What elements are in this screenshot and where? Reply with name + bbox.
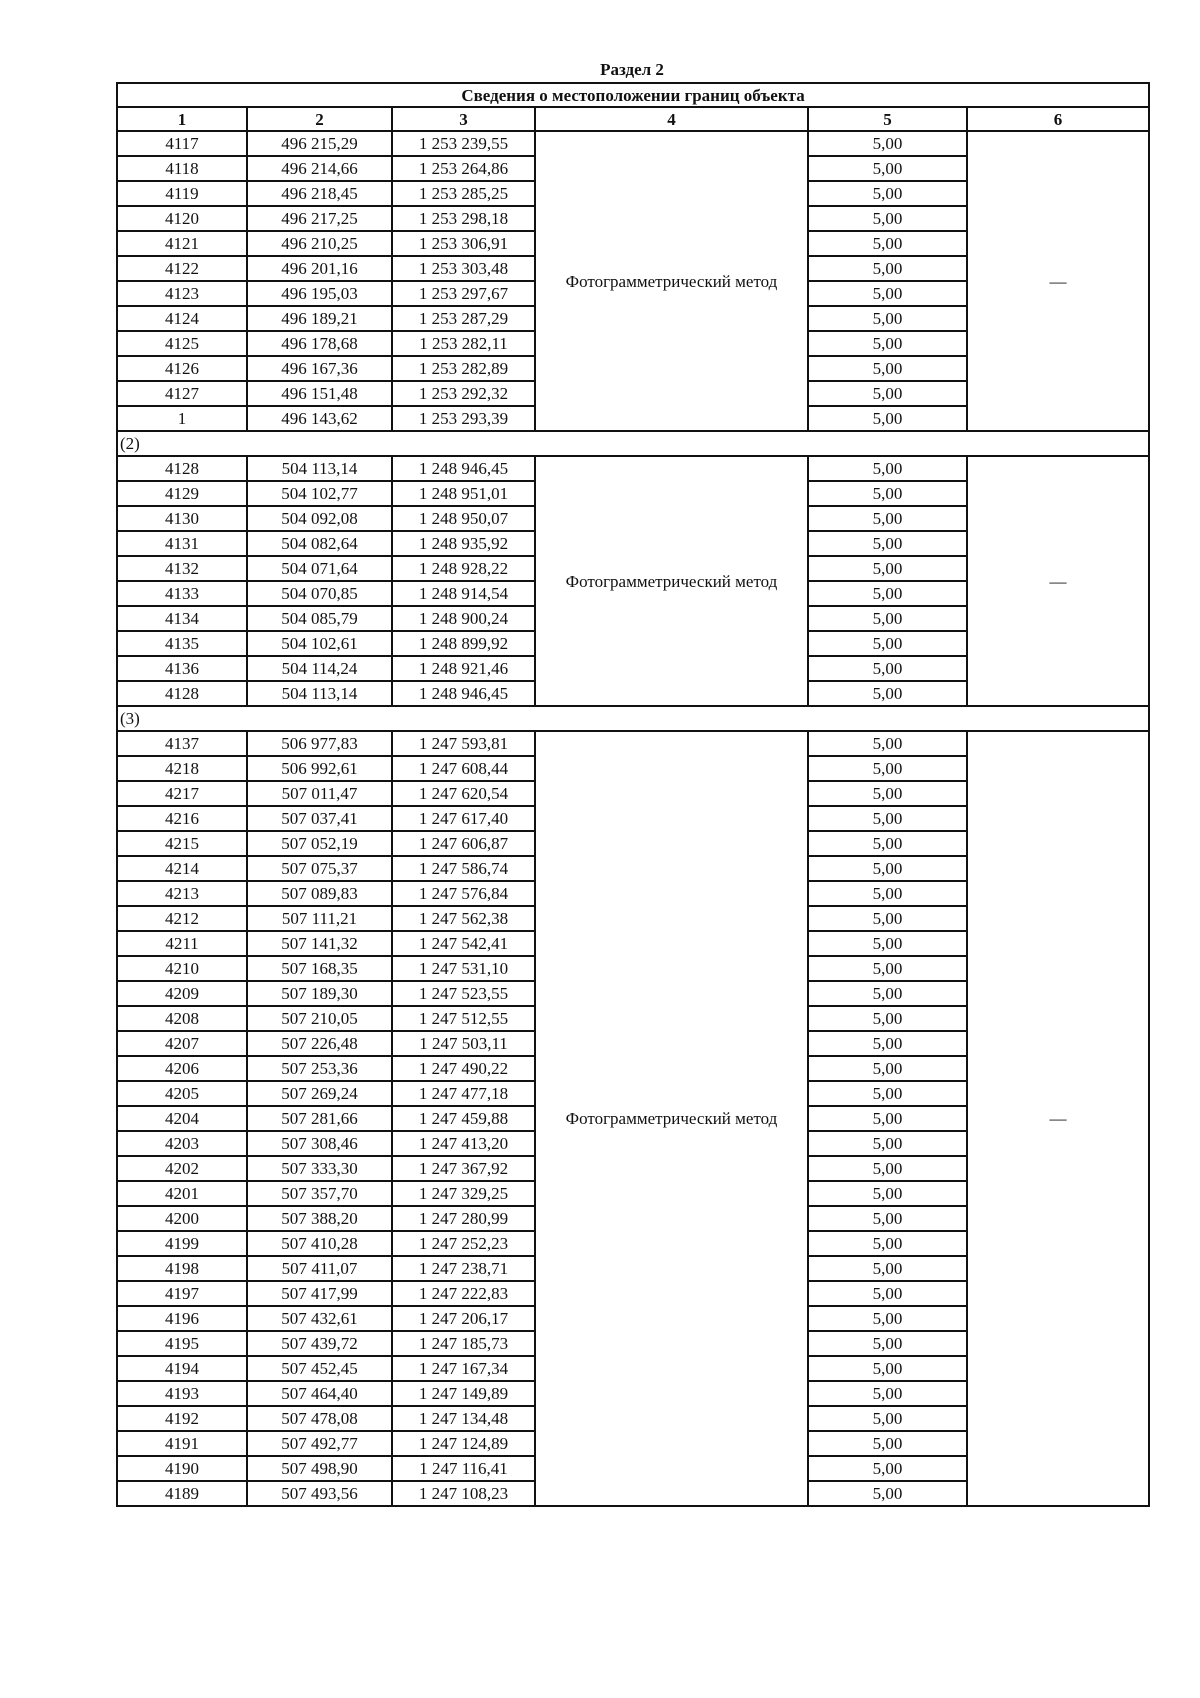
accuracy-cell: 5,00 (808, 956, 967, 981)
accuracy-cell: 5,00 (808, 481, 967, 506)
accuracy-cell: 5,00 (808, 1181, 967, 1206)
accuracy-cell: 5,00 (808, 1481, 967, 1506)
y-coordinate-cell: 1 248 928,22 (392, 556, 535, 581)
y-coordinate-cell: 1 248 950,07 (392, 506, 535, 531)
x-coordinate-cell: 507 269,24 (247, 1081, 392, 1106)
accuracy-cell: 5,00 (808, 581, 967, 606)
x-coordinate-cell: 504 092,08 (247, 506, 392, 531)
y-coordinate-cell: 1 253 282,89 (392, 356, 535, 381)
y-coordinate-cell: 1 253 282,11 (392, 331, 535, 356)
x-coordinate-cell: 507 308,46 (247, 1131, 392, 1156)
accuracy-cell: 5,00 (808, 306, 967, 331)
accuracy-cell: 5,00 (808, 456, 967, 481)
section-heading: Раздел 2 (600, 60, 664, 79)
x-coordinate-cell: 507 452,45 (247, 1356, 392, 1381)
point-number-cell: 4133 (117, 581, 247, 606)
x-coordinate-cell: 504 102,61 (247, 631, 392, 656)
point-number-cell: 4135 (117, 631, 247, 656)
accuracy-cell: 5,00 (808, 606, 967, 631)
method-cell: Фотограмметрический метод (535, 456, 808, 706)
x-coordinate-cell: 504 085,79 (247, 606, 392, 631)
x-coordinate-cell: 507 357,70 (247, 1181, 392, 1206)
accuracy-cell: 5,00 (808, 1156, 967, 1181)
point-number-cell: 4215 (117, 831, 247, 856)
x-coordinate-cell: 496 143,62 (247, 406, 392, 431)
point-number-cell: 4195 (117, 1331, 247, 1356)
x-coordinate-cell: 507 226,48 (247, 1031, 392, 1056)
point-number-cell: 4118 (117, 156, 247, 181)
column-6-cell: — (967, 131, 1149, 431)
accuracy-cell: 5,00 (808, 206, 967, 231)
y-coordinate-cell: 1 253 239,55 (392, 131, 535, 156)
x-coordinate-cell: 496 167,36 (247, 356, 392, 381)
y-coordinate-cell: 1 247 606,87 (392, 831, 535, 856)
y-coordinate-cell: 1 247 329,25 (392, 1181, 535, 1206)
point-number-cell: 4122 (117, 256, 247, 281)
x-coordinate-cell: 507 189,30 (247, 981, 392, 1006)
x-coordinate-cell: 507 210,05 (247, 1006, 392, 1031)
accuracy-cell: 5,00 (808, 1331, 967, 1356)
accuracy-cell: 5,00 (808, 1306, 967, 1331)
accuracy-cell: 5,00 (808, 1006, 967, 1031)
x-coordinate-cell: 507 417,99 (247, 1281, 392, 1306)
x-coordinate-cell: 507 089,83 (247, 881, 392, 906)
y-coordinate-cell: 1 247 503,11 (392, 1031, 535, 1056)
point-number-cell: 4210 (117, 956, 247, 981)
point-number-cell: 4190 (117, 1456, 247, 1481)
point-number-cell: 4117 (117, 131, 247, 156)
x-coordinate-cell: 507 111,21 (247, 906, 392, 931)
section-label: (2) (117, 431, 1149, 456)
accuracy-cell: 5,00 (808, 531, 967, 556)
column-number: 3 (392, 107, 535, 131)
accuracy-cell: 5,00 (808, 856, 967, 881)
accuracy-cell: 5,00 (808, 156, 967, 181)
x-coordinate-cell: 496 151,48 (247, 381, 392, 406)
y-coordinate-cell: 1 253 298,18 (392, 206, 535, 231)
y-coordinate-cell: 1 247 586,74 (392, 856, 535, 881)
accuracy-cell: 5,00 (808, 1406, 967, 1431)
y-coordinate-cell: 1 248 951,01 (392, 481, 535, 506)
x-coordinate-cell: 507 493,56 (247, 1481, 392, 1506)
point-number-cell: 4124 (117, 306, 247, 331)
table-caption: Сведения о местоположении границ объекта (117, 83, 1149, 107)
x-coordinate-cell: 496 218,45 (247, 181, 392, 206)
x-coordinate-cell: 507 037,41 (247, 806, 392, 831)
column-6-cell: — (967, 731, 1149, 1506)
point-number-cell: 4198 (117, 1256, 247, 1281)
accuracy-cell: 5,00 (808, 881, 967, 906)
y-coordinate-cell: 1 248 899,92 (392, 631, 535, 656)
y-coordinate-cell: 1 247 531,10 (392, 956, 535, 981)
accuracy-cell: 5,00 (808, 931, 967, 956)
y-coordinate-cell: 1 248 914,54 (392, 581, 535, 606)
accuracy-cell: 5,00 (808, 406, 967, 431)
point-number-cell: 4128 (117, 456, 247, 481)
y-coordinate-cell: 1 247 617,40 (392, 806, 535, 831)
accuracy-cell: 5,00 (808, 1456, 967, 1481)
point-number-cell: 4129 (117, 481, 247, 506)
x-coordinate-cell: 496 201,16 (247, 256, 392, 281)
accuracy-cell: 5,00 (808, 906, 967, 931)
point-number-cell: 4206 (117, 1056, 247, 1081)
accuracy-cell: 5,00 (808, 1356, 967, 1381)
point-number-cell: 4213 (117, 881, 247, 906)
x-coordinate-cell: 496 195,03 (247, 281, 392, 306)
y-coordinate-cell: 1 247 124,89 (392, 1431, 535, 1456)
accuracy-cell: 5,00 (808, 1106, 967, 1131)
accuracy-cell: 5,00 (808, 356, 967, 381)
point-number-cell: 4196 (117, 1306, 247, 1331)
accuracy-cell: 5,00 (808, 631, 967, 656)
point-number-cell: 4201 (117, 1181, 247, 1206)
column-6-cell: — (967, 456, 1149, 706)
x-coordinate-cell: 504 082,64 (247, 531, 392, 556)
column-number: 2 (247, 107, 392, 131)
point-number-cell: 4202 (117, 1156, 247, 1181)
y-coordinate-cell: 1 253 297,67 (392, 281, 535, 306)
y-coordinate-cell: 1 253 293,39 (392, 406, 535, 431)
accuracy-cell: 5,00 (808, 781, 967, 806)
accuracy-cell: 5,00 (808, 1281, 967, 1306)
accuracy-cell: 5,00 (808, 1206, 967, 1231)
x-coordinate-cell: 506 977,83 (247, 731, 392, 756)
point-number-cell: 4120 (117, 206, 247, 231)
table-row (117, 131, 1149, 156)
accuracy-cell: 5,00 (808, 1031, 967, 1056)
x-coordinate-cell: 507 410,28 (247, 1231, 392, 1256)
x-coordinate-cell: 507 281,66 (247, 1106, 392, 1131)
accuracy-cell: 5,00 (808, 1381, 967, 1406)
point-number-cell: 4128 (117, 681, 247, 706)
y-coordinate-cell: 1 247 593,81 (392, 731, 535, 756)
point-number-cell: 4212 (117, 906, 247, 931)
x-coordinate-cell: 507 388,20 (247, 1206, 392, 1231)
y-coordinate-cell: 1 247 185,73 (392, 1331, 535, 1356)
y-coordinate-cell: 1 247 490,22 (392, 1056, 535, 1081)
accuracy-cell: 5,00 (808, 331, 967, 356)
y-coordinate-cell: 1 247 206,17 (392, 1306, 535, 1331)
point-number-cell: 4131 (117, 531, 247, 556)
accuracy-cell: 5,00 (808, 831, 967, 856)
table-caption-row (117, 83, 1149, 107)
point-number-cell: 4203 (117, 1131, 247, 1156)
point-number-cell: 4197 (117, 1281, 247, 1306)
y-coordinate-cell: 1 247 459,88 (392, 1106, 535, 1131)
accuracy-cell: 5,00 (808, 1256, 967, 1281)
point-number-cell: 4136 (117, 656, 247, 681)
table-row (117, 456, 1149, 481)
point-number-cell: 4121 (117, 231, 247, 256)
point-number-cell: 4134 (117, 606, 247, 631)
accuracy-cell: 5,00 (808, 181, 967, 206)
method-cell: Фотограмметрический метод (535, 731, 808, 1506)
x-coordinate-cell: 507 411,07 (247, 1256, 392, 1281)
y-coordinate-cell: 1 253 287,29 (392, 306, 535, 331)
section-label-row (117, 431, 1149, 456)
column-number: 6 (967, 107, 1149, 131)
point-number-cell: 4193 (117, 1381, 247, 1406)
accuracy-cell: 5,00 (808, 506, 967, 531)
x-coordinate-cell: 507 168,35 (247, 956, 392, 981)
accuracy-cell: 5,00 (808, 1131, 967, 1156)
x-coordinate-cell: 496 215,29 (247, 131, 392, 156)
x-coordinate-cell: 507 492,77 (247, 1431, 392, 1456)
accuracy-cell: 5,00 (808, 281, 967, 306)
y-coordinate-cell: 1 247 238,71 (392, 1256, 535, 1281)
point-number-cell: 4199 (117, 1231, 247, 1256)
accuracy-cell: 5,00 (808, 231, 967, 256)
point-number-cell: 4130 (117, 506, 247, 531)
accuracy-cell: 5,00 (808, 656, 967, 681)
y-coordinate-cell: 1 248 946,45 (392, 456, 535, 481)
column-number: 5 (808, 107, 967, 131)
y-coordinate-cell: 1 248 921,46 (392, 656, 535, 681)
point-number-cell: 4217 (117, 781, 247, 806)
x-coordinate-cell: 507 432,61 (247, 1306, 392, 1331)
accuracy-cell: 5,00 (808, 1081, 967, 1106)
x-coordinate-cell: 507 439,72 (247, 1331, 392, 1356)
accuracy-cell: 5,00 (808, 756, 967, 781)
y-coordinate-cell: 1 247 149,89 (392, 1381, 535, 1406)
accuracy-cell: 5,00 (808, 131, 967, 156)
x-coordinate-cell: 496 178,68 (247, 331, 392, 356)
accuracy-cell: 5,00 (808, 1231, 967, 1256)
point-number-cell: 4208 (117, 1006, 247, 1031)
y-coordinate-cell: 1 253 306,91 (392, 231, 535, 256)
y-coordinate-cell: 1 253 285,25 (392, 181, 535, 206)
accuracy-cell: 5,00 (808, 731, 967, 756)
y-coordinate-cell: 1 247 167,34 (392, 1356, 535, 1381)
point-number-cell: 4194 (117, 1356, 247, 1381)
accuracy-cell: 5,00 (808, 1056, 967, 1081)
y-coordinate-cell: 1 247 542,41 (392, 931, 535, 956)
y-coordinate-cell: 1 253 292,32 (392, 381, 535, 406)
accuracy-cell: 5,00 (808, 981, 967, 1006)
accuracy-cell: 5,00 (808, 256, 967, 281)
y-coordinate-cell: 1 248 946,45 (392, 681, 535, 706)
x-coordinate-cell: 506 992,61 (247, 756, 392, 781)
x-coordinate-cell: 507 011,47 (247, 781, 392, 806)
y-coordinate-cell: 1 247 280,99 (392, 1206, 535, 1231)
point-number-cell: 4211 (117, 931, 247, 956)
section-label-row (117, 706, 1149, 731)
y-coordinate-cell: 1 247 222,83 (392, 1281, 535, 1306)
y-coordinate-cell: 1 253 264,86 (392, 156, 535, 181)
y-coordinate-cell: 1 248 900,24 (392, 606, 535, 631)
point-number-cell: 4200 (117, 1206, 247, 1231)
y-coordinate-cell: 1 247 512,55 (392, 1006, 535, 1031)
point-number-cell: 4119 (117, 181, 247, 206)
x-coordinate-cell: 496 217,25 (247, 206, 392, 231)
x-coordinate-cell: 507 478,08 (247, 1406, 392, 1431)
y-coordinate-cell: 1 247 620,54 (392, 781, 535, 806)
point-number-cell: 4204 (117, 1106, 247, 1131)
x-coordinate-cell: 504 102,77 (247, 481, 392, 506)
column-number-row (117, 107, 1149, 131)
y-coordinate-cell: 1 247 477,18 (392, 1081, 535, 1106)
x-coordinate-cell: 507 333,30 (247, 1156, 392, 1181)
x-coordinate-cell: 496 189,21 (247, 306, 392, 331)
section-label: (3) (117, 706, 1149, 731)
point-number-cell: 4214 (117, 856, 247, 881)
point-number-cell: 4192 (117, 1406, 247, 1431)
x-coordinate-cell: 496 214,66 (247, 156, 392, 181)
x-coordinate-cell: 504 071,64 (247, 556, 392, 581)
point-number-cell: 4125 (117, 331, 247, 356)
x-coordinate-cell: 507 075,37 (247, 856, 392, 881)
table-row (117, 731, 1149, 756)
accuracy-cell: 5,00 (808, 1431, 967, 1456)
x-coordinate-cell: 507 253,36 (247, 1056, 392, 1081)
point-number-cell: 4132 (117, 556, 247, 581)
x-coordinate-cell: 507 464,40 (247, 1381, 392, 1406)
point-number-cell: 4137 (117, 731, 247, 756)
method-cell: Фотограмметрический метод (535, 131, 808, 431)
point-number-cell: 4191 (117, 1431, 247, 1456)
point-number-cell: 4218 (117, 756, 247, 781)
x-coordinate-cell: 504 113,14 (247, 681, 392, 706)
y-coordinate-cell: 1 247 413,20 (392, 1131, 535, 1156)
y-coordinate-cell: 1 247 116,41 (392, 1456, 535, 1481)
point-number-cell: 4127 (117, 381, 247, 406)
x-coordinate-cell: 504 113,14 (247, 456, 392, 481)
y-coordinate-cell: 1 247 523,55 (392, 981, 535, 1006)
x-coordinate-cell: 504 070,85 (247, 581, 392, 606)
point-number-cell: 1 (117, 406, 247, 431)
column-number: 4 (535, 107, 808, 131)
y-coordinate-cell: 1 247 367,92 (392, 1156, 535, 1181)
point-number-cell: 4189 (117, 1481, 247, 1506)
accuracy-cell: 5,00 (808, 381, 967, 406)
accuracy-cell: 5,00 (808, 681, 967, 706)
x-coordinate-cell: 507 498,90 (247, 1456, 392, 1481)
y-coordinate-cell: 1 247 608,44 (392, 756, 535, 781)
point-number-cell: 4216 (117, 806, 247, 831)
y-coordinate-cell: 1 247 134,48 (392, 1406, 535, 1431)
y-coordinate-cell: 1 253 303,48 (392, 256, 535, 281)
accuracy-cell: 5,00 (808, 806, 967, 831)
accuracy-cell: 5,00 (808, 556, 967, 581)
point-number-cell: 4209 (117, 981, 247, 1006)
point-number-cell: 4123 (117, 281, 247, 306)
y-coordinate-cell: 1 247 108,23 (392, 1481, 535, 1506)
y-coordinate-cell: 1 247 252,23 (392, 1231, 535, 1256)
y-coordinate-cell: 1 247 562,38 (392, 906, 535, 931)
y-coordinate-cell: 1 247 576,84 (392, 881, 535, 906)
x-coordinate-cell: 496 210,25 (247, 231, 392, 256)
x-coordinate-cell: 507 052,19 (247, 831, 392, 856)
column-number: 1 (117, 107, 247, 131)
boundary-coordinates-table (116, 82, 1150, 1507)
point-number-cell: 4126 (117, 356, 247, 381)
point-number-cell: 4207 (117, 1031, 247, 1056)
point-number-cell: 4205 (117, 1081, 247, 1106)
x-coordinate-cell: 507 141,32 (247, 931, 392, 956)
y-coordinate-cell: 1 248 935,92 (392, 531, 535, 556)
x-coordinate-cell: 504 114,24 (247, 656, 392, 681)
